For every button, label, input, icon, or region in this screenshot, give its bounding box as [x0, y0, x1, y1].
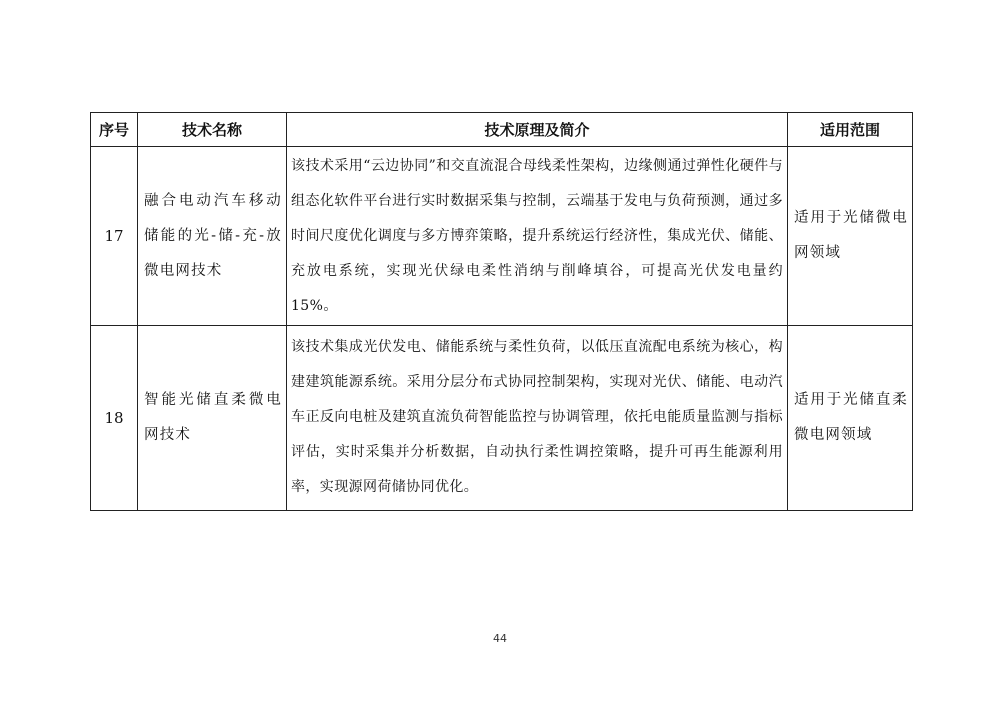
- row-technology-name: 智能光储直柔微电网技术: [138, 326, 287, 511]
- page-number: 44: [493, 632, 507, 645]
- header-principle-description: 技术原理及简介: [287, 113, 788, 147]
- header-technology-name: 技术名称: [138, 113, 287, 147]
- row-serial-number: 17: [91, 147, 138, 326]
- table-row: [91, 147, 913, 326]
- row-serial-number: 18: [91, 326, 138, 511]
- table-row: [91, 326, 913, 511]
- row-description: 该技术采用“云边协同”和交直流混合母线柔性架构，边缘侧通过弹性化硬件与组态化软件平台进行实时数据采集与控制，云端基于发电与负荷预测，通过多时间尺度优化调度与多方博弈策略，提升系统运行经济性，集成光伏、储能、充放电系统，实现光伏绿电柔性消纳与削峰填谷，可提高光伏发电量约15%。: [287, 147, 788, 326]
- row-description: 该技术集成光伏发电、储能系统与柔性负荷，以低压直流配电系统为核心，构建建筑能源系统。采用分层分布式协同控制架构，实现对光伏、储能、电动汽车正反向电桩及建筑直流负荷智能监控与协调管理，依托电能质量监测与指标评估，实时采集并分析数据，自动执行柔性调控策略，提升可再生能源利用率，实现源网荷储协同优化。: [287, 326, 788, 511]
- row-application-scope: 适用于光储直柔微电网领域: [788, 326, 913, 511]
- table-header: [91, 113, 913, 147]
- header-serial-number: 序号: [91, 113, 138, 147]
- technology-table: [90, 112, 913, 511]
- row-application-scope: 适用于光储微电网领域: [788, 147, 913, 326]
- header-application-scope: 适用范围: [788, 113, 913, 147]
- row-technology-name: 融合电动汽车移动储能的光-储-充-放微电网技术: [138, 147, 287, 326]
